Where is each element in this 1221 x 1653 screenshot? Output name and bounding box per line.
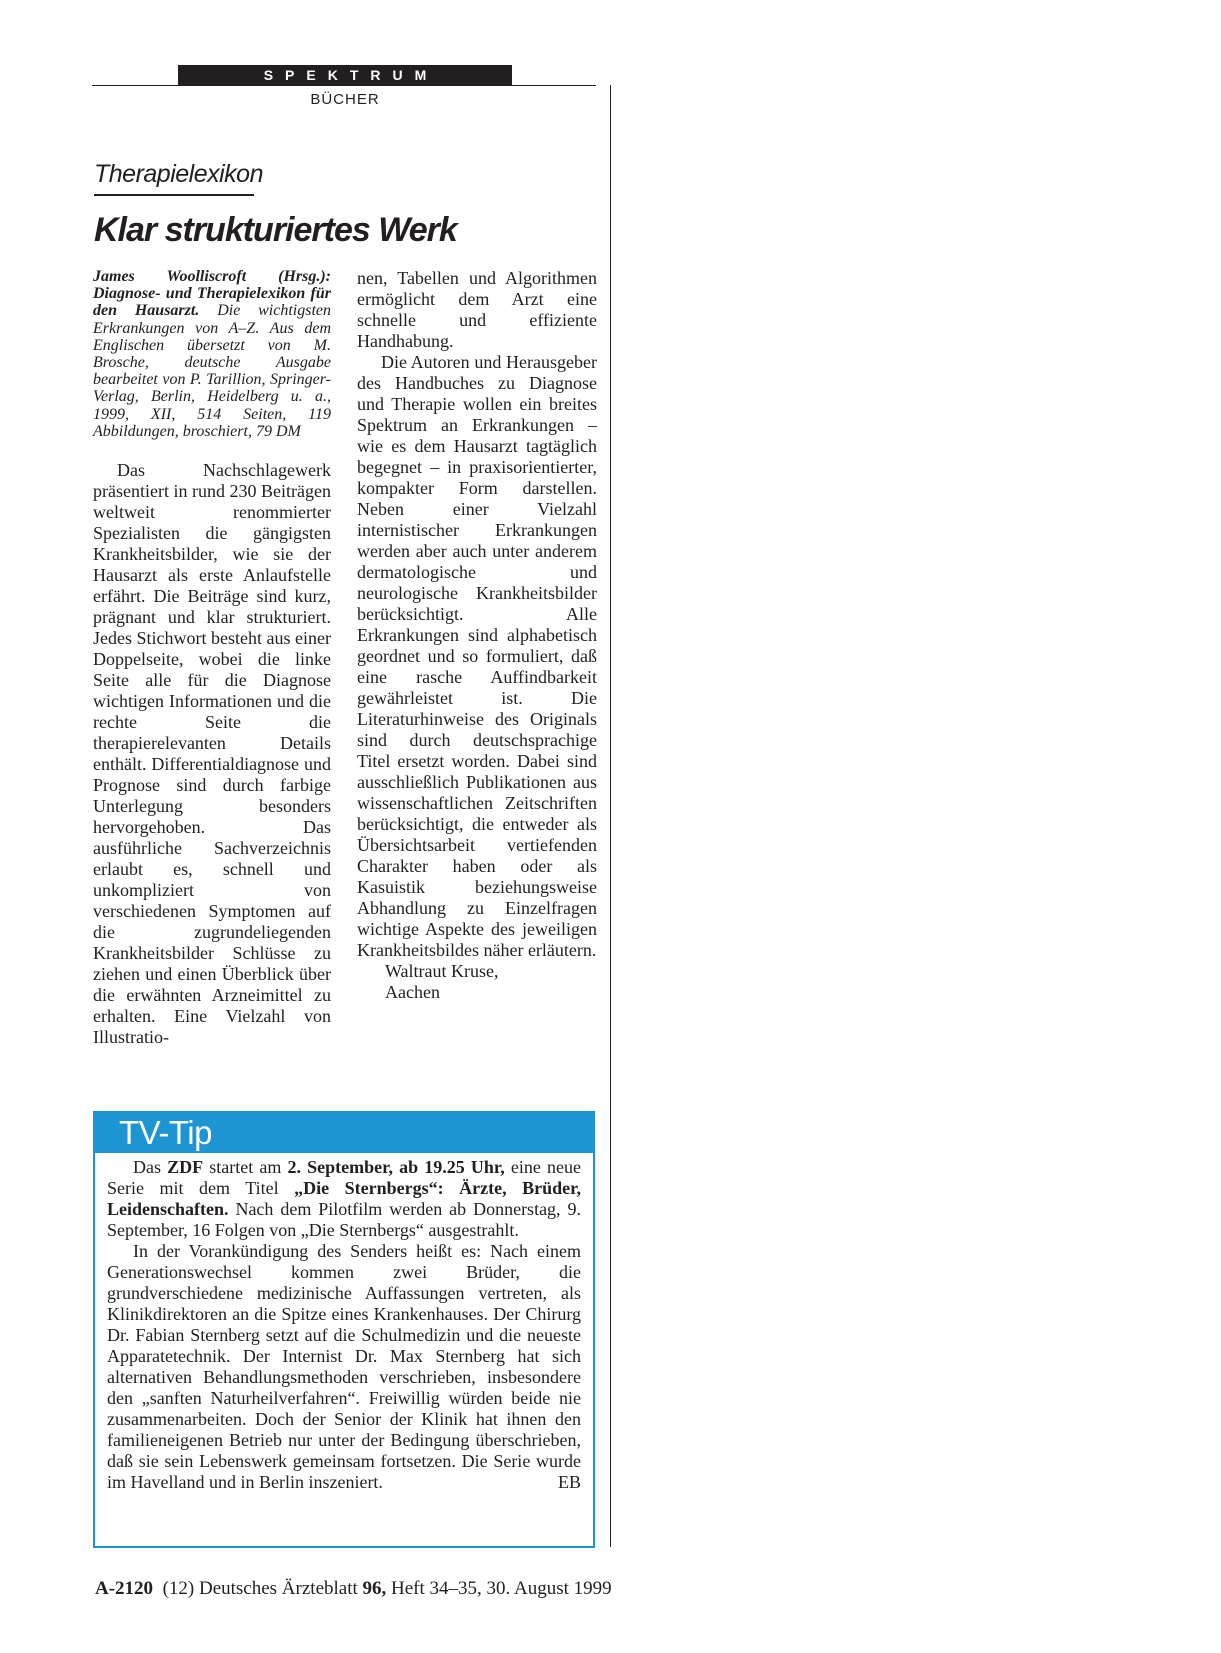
text-run: startet am [203,1157,288,1177]
tv-tip-title: TV-Tip [119,1114,212,1151]
top-rule [92,85,596,86]
text-run: Nach dem Pilotfilm werden ab Donnerstag, 9. September, 16 Folgen von „Die Sternbergs“ ausgestrahlt. [107,1199,581,1240]
tv-tip-paragraph [107,1157,581,1241]
tv-tip-text [107,1157,581,1493]
air-date: 2. September, ab 19.25 Uhr, [287,1157,505,1177]
page-number: A-2120 [95,1578,154,1599]
series-title: „Die Sternbergs“: Ärzte, Brüder, Leidenschaften. [107,1178,581,1219]
tv-tip-box [93,1111,595,1548]
article-column-1 [93,268,331,1048]
book-author: James Woolliscroft (Hrsg.): [93,268,331,285]
section-label: SPEKTRUM [263,67,439,83]
tv-tip-signature: EB [557,1472,581,1492]
book-reference [93,268,331,440]
page-footer [95,1578,612,1600]
kicker-underline [94,194,254,196]
text-run: Das [133,1157,168,1177]
body-paragraph: Das Nachschlagewerk präsentiert in rund 230 Beiträgen weltweit renommierter Spezialisten die gängigsten Krankheitsbilder, wie sie der Hausarzt als erste Anlaufstelle erfährt. Die Beiträge sind kurz, prägnant und klar strukturiert. Jedes Stichwort besteht aus einer Doppelseite, wobei die linke Seite alle für die Diagnose wichtigen Informationen und die rechte Seite die therapierelevanten Details enthält. Differentialdiagnose und Prognose sind durch farbige Unterlegung besonders hervorgehoben. Das ausführliche Sachverzeichnis erlaubt es, schnell und unkompliziert von verschiedenen Symptomen auf die zugrundeliegenden Krankheitsbilder Schlüsse zu ziehen und einen Überblick über die erwähnten Arzneimittel zu erhalten. Eine Vielzahl von Illustratio- [93,460,331,1048]
author-name: Waltraut Kruse, [385,961,499,981]
volume-number: 96, [362,1578,387,1599]
article-column-2 [357,268,597,1003]
text-run: eine neue Serie mit dem Titel [107,1157,581,1198]
author-city: Aachen [385,982,440,1002]
footer-text: Heft 34–35, 30. August 1999 [386,1578,612,1599]
body-paragraph: nen, Tabellen und Algorithmen ermöglicht dem Arzt eine schnelle und effiziente Handhabung. [357,268,597,351]
tv-tip-paragraph [107,1241,581,1493]
article-kicker: Therapielexikon [94,160,263,188]
book-title: Diagnose- und Therapielexikon für den Hausarzt. [93,285,331,320]
book-details: Die wichtigsten Erkrankungen von A–Z. Aus dem Englischen übersetzt von M. Brosche, deutsche Ausgabe bearbeitet von P. Tarillion, Springer-Verlag, Berlin, Heidelberg u. a., 1999, XII, 514 Seiten, 119 Abbildungen, broschiert, 79 DM [93,302,332,440]
body-paragraph: Die Autoren und Herausgeber des Handbuches zu Diagnose und Therapie wollen ein breites Spektrum an Erkrankungen – wie es dem Hausarzt tagtäglich begegnet – in praxisorientierter, kompakter Form darstellen. Neben einer Vielzahl internistischer Erkrankungen werden aber auch unter anderem dermatologische und neurologische Krankheitsbilder berücksichtigt. Alle Erkrankungen sind alphabetisch geordnet und so formuliert, daß eine rasche Auffindbarkeit gewährleistet ist. Die Literaturhinweise des Originals sind durch deutschsprachige Titel ersetzt worden. Dabei sind ausschließlich Publikationen aus wissenschaftlichen Zeitschriften berücksichtigt, die entweder als Übersichtsarbeit vertiefenden Charakter haben oder als Kasuistik beziehungsweise Abhandlung zu Einzelfragen wichtige Aspekte des jeweiligen Krankheitsbildes näher erläutern. [357,352,597,960]
column-divider [610,85,611,1547]
footer-text: (12) Deutsches Ärzteblatt [162,1578,363,1599]
tv-tip-header [95,1113,593,1153]
section-bar [178,65,512,85]
broadcaster: ZDF [167,1157,204,1177]
text-run: In der Vorankündigung des Senders heißt es: Nach einem Generationswechsel kommen zwei Brüder, die grundverschiedene medizinische Auffassungen vertreten, als Klinikdirektoren an die Spitze eines Krankenhauses. Der Chirurg Dr. Fabian Sternberg setzt auf die Schulmedizin und die neueste Apparatetechnik. Der Internist Dr. Max Sternberg hat sich alternativen Behandlungsmethoden verschrieben, insbesondere den „sanften Naturheilverfahren“. Freiwillig würden beide nie zusammenarbeiten. Doch der Senior der Klinik hat ihnen den familieneigenen Betrieb nur unter der Bedingung überschrieben, daß sie sein Lebenswerk gemeinsam fortsetzen. Die Serie wurde im Havelland und in Berlin inszeniert. [107,1241,581,1492]
article-headline: Klar strukturiertes Werk [94,211,457,249]
subsection-label: BÜCHER [310,91,380,108]
